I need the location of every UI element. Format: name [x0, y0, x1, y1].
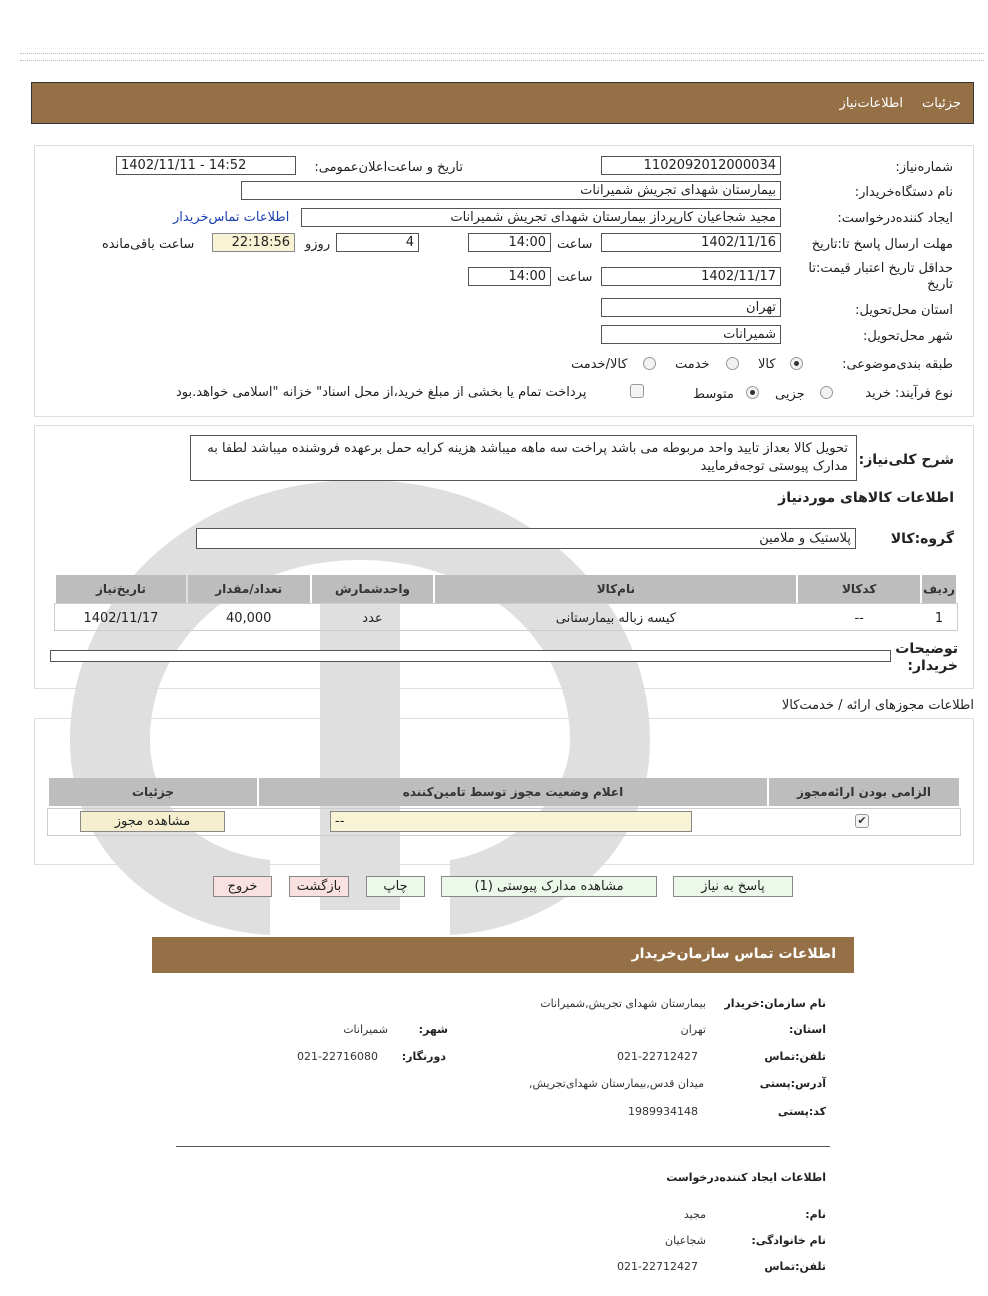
process-medium-label: متوسط	[693, 387, 734, 402]
days-label: روزو	[305, 237, 331, 252]
province-field: تهران	[601, 298, 781, 317]
col-date: تاریخ‌نیاز	[56, 575, 186, 603]
announce-label: تاریخ و ساعت‌اعلان‌عمومی:	[314, 160, 463, 175]
deadline-time-label: ساعت	[557, 237, 593, 252]
need-number-label: شماره‌نیاز:	[895, 160, 953, 175]
goods-info-title: اطلاعات کالاهای موردنیاز	[778, 490, 954, 506]
description-label: شرح کلی‌نیاز:	[858, 452, 954, 468]
cell-name: کیسه زباله بیمارستانی	[555, 610, 676, 626]
need-number-field: 1102092012000034	[601, 156, 781, 175]
buyer-contact-link[interactable]: اطلاعات تماس‌خریدار	[173, 210, 290, 225]
creator-info-title: اطلاعات ایجاد کننده‌درخواست	[666, 1171, 826, 1184]
contact-postal-label: کد:پستی	[777, 1105, 826, 1118]
creator-label: ایجاد کننده‌درخواست:	[837, 211, 953, 226]
col-row: ردیف	[922, 575, 956, 603]
category-both-label: کالا/خدمت	[571, 357, 628, 372]
category-goods-radio[interactable]	[790, 357, 803, 370]
creator-phone-value: 021-22712427	[617, 1260, 698, 1273]
contact-fax-value: 021-22716080	[297, 1050, 378, 1063]
header-bar	[31, 82, 974, 124]
permits-title: اطلاعات مجوزهای ارائه / خدمت‌کالا	[781, 698, 974, 713]
org-value: بیمارستان شهدای تجریش,شمیرانات	[540, 997, 706, 1010]
table-row-border	[54, 603, 958, 631]
org-label: نام سازمان:خریدار	[724, 997, 826, 1010]
remaining-time-field: 22:18:56	[212, 233, 295, 252]
contact-address-label: آدرس:پستی	[759, 1077, 826, 1090]
buyer-notes-label: توضیحات خریدار:	[895, 641, 958, 674]
contact-province-value: تهران	[680, 1023, 706, 1036]
permit-status-field[interactable]: --	[330, 811, 692, 832]
buyer-label: نام دستگاه‌خریدار:	[854, 185, 953, 200]
group-label: گروه:کالا	[890, 531, 954, 547]
tab-need-info[interactable]: اطلاعات‌نیاز	[839, 96, 903, 111]
validity-label: حداقل تاریخ اعتبار قیمت:تا تاریخ	[808, 261, 953, 292]
view-permit-button[interactable]: مشاهده مجوز	[80, 811, 225, 832]
days-field: 4	[336, 233, 419, 252]
creator-name-value: مجید	[683, 1208, 706, 1221]
creator-field: مجید شجاعیان کارپرداز بیمارستان شهدای تجریش شمیرانات	[301, 208, 781, 227]
print-button[interactable]: چاپ	[366, 876, 425, 897]
category-service-radio[interactable]	[726, 357, 739, 370]
description-text: تحویل کالا بعداز تایید واحد مربوطه می باشد پراخت سه ماهه میباشد هزینه کرایه حمل برعهده فروشنده میباشد لطفا به مدارک پیوستی توجه‌فرمایید	[190, 435, 857, 481]
creator-name-label: نام:	[805, 1208, 826, 1221]
cell-quantity: 40,000	[225, 610, 272, 626]
treasury-payment-label: پرداخت تمام یا بخشی از مبلغ خرید،از محل اسناد" خزانه "اسلامی خواهد.بود	[176, 385, 587, 400]
process-medium-radio[interactable]	[746, 386, 759, 399]
category-goods-label: کالا	[758, 357, 776, 372]
buyer-field: بیمارستان شهدای تجریش شمیرانات	[241, 181, 781, 200]
deadline-date-field: 1402/11/16	[601, 233, 781, 252]
reply-button[interactable]: پاسخ به نیاز	[673, 876, 793, 897]
attachments-button[interactable]: مشاهده مدارک پیوستی (1)	[441, 876, 657, 897]
process-partial-radio[interactable]	[820, 386, 833, 399]
contact-address-value: میدان قدس,بیمارستان شهدای‌تجریش,	[529, 1077, 704, 1090]
col-quantity: تعداد/مقدار	[188, 575, 310, 603]
category-both-radio[interactable]	[643, 357, 656, 370]
deadline-time-field: 14:00	[468, 233, 551, 252]
process-label: نوع فرآیند: خرید	[865, 386, 953, 401]
contact-fax-label: دورنگار:	[401, 1050, 446, 1063]
contact-city-value: شمیرانات	[343, 1023, 388, 1036]
validity-time-label: ساعت	[557, 270, 593, 285]
buyer-notes-field	[50, 650, 891, 662]
province-label: استان محل‌تحویل:	[855, 303, 953, 318]
remaining-label: ساعت باقی‌مانده	[102, 237, 195, 252]
col-unit: واحدشمارش	[312, 575, 434, 603]
contact-divider	[176, 1146, 830, 1147]
contact-province-label: استان:	[789, 1023, 826, 1036]
tab-details[interactable]: جزئیات	[922, 96, 961, 111]
creator-family-value: شجاعیان	[665, 1234, 706, 1247]
col-permit-details: جزئیات	[49, 778, 257, 806]
permit-required-checkbox[interactable]: ✔	[855, 814, 869, 828]
validity-time-field: 14:00	[468, 267, 551, 286]
contact-header-bar	[152, 937, 854, 973]
top-divider	[20, 53, 984, 61]
cell-row: 1	[934, 610, 944, 626]
creator-family-label: نام خانوادگی:	[751, 1234, 826, 1247]
category-label: طبقه بندی‌موضوعی:	[842, 357, 953, 372]
col-permit-required: الزامی بودن ارائه‌مجوز	[769, 778, 959, 806]
back-button[interactable]: بازگشت	[289, 876, 349, 897]
treasury-payment-checkbox[interactable]	[630, 384, 644, 398]
city-label: شهر محل‌تحویل:	[863, 329, 953, 344]
contact-postal-value: 1989934148	[628, 1105, 698, 1118]
deadline-label: مهلت ارسال پاسخ تا:تاریخ	[811, 237, 953, 252]
col-permit-status: اعلام وضعیت مجوز توسط تامین‌کننده	[259, 778, 767, 806]
process-partial-label: جزیی	[775, 387, 805, 402]
cell-unit: عدد	[362, 610, 383, 626]
category-service-label: خدمت	[675, 357, 710, 372]
contact-city-label: شهر:	[418, 1023, 448, 1036]
col-name: نام‌کالا	[435, 575, 796, 603]
validity-date-field: 1402/11/17	[601, 267, 781, 286]
creator-phone-label: تلفن:تماس	[764, 1260, 826, 1273]
contact-header-title: اطلاعات تماس سازمان‌خریدار	[631, 946, 836, 962]
col-code: کدکالا	[798, 575, 920, 603]
cell-date: 1402/11/17	[83, 610, 159, 626]
cell-code: --	[854, 610, 864, 626]
city-field: شمیرانات	[601, 325, 781, 344]
contact-phone-value: 021-22712427	[617, 1050, 698, 1063]
contact-phone-label: تلفن:تماس	[764, 1050, 826, 1063]
announce-field: 1402/11/11 - 14:52	[116, 156, 296, 175]
exit-button[interactable]: خروج	[213, 876, 272, 897]
group-field: پلاستیک و ملامین	[196, 528, 856, 549]
